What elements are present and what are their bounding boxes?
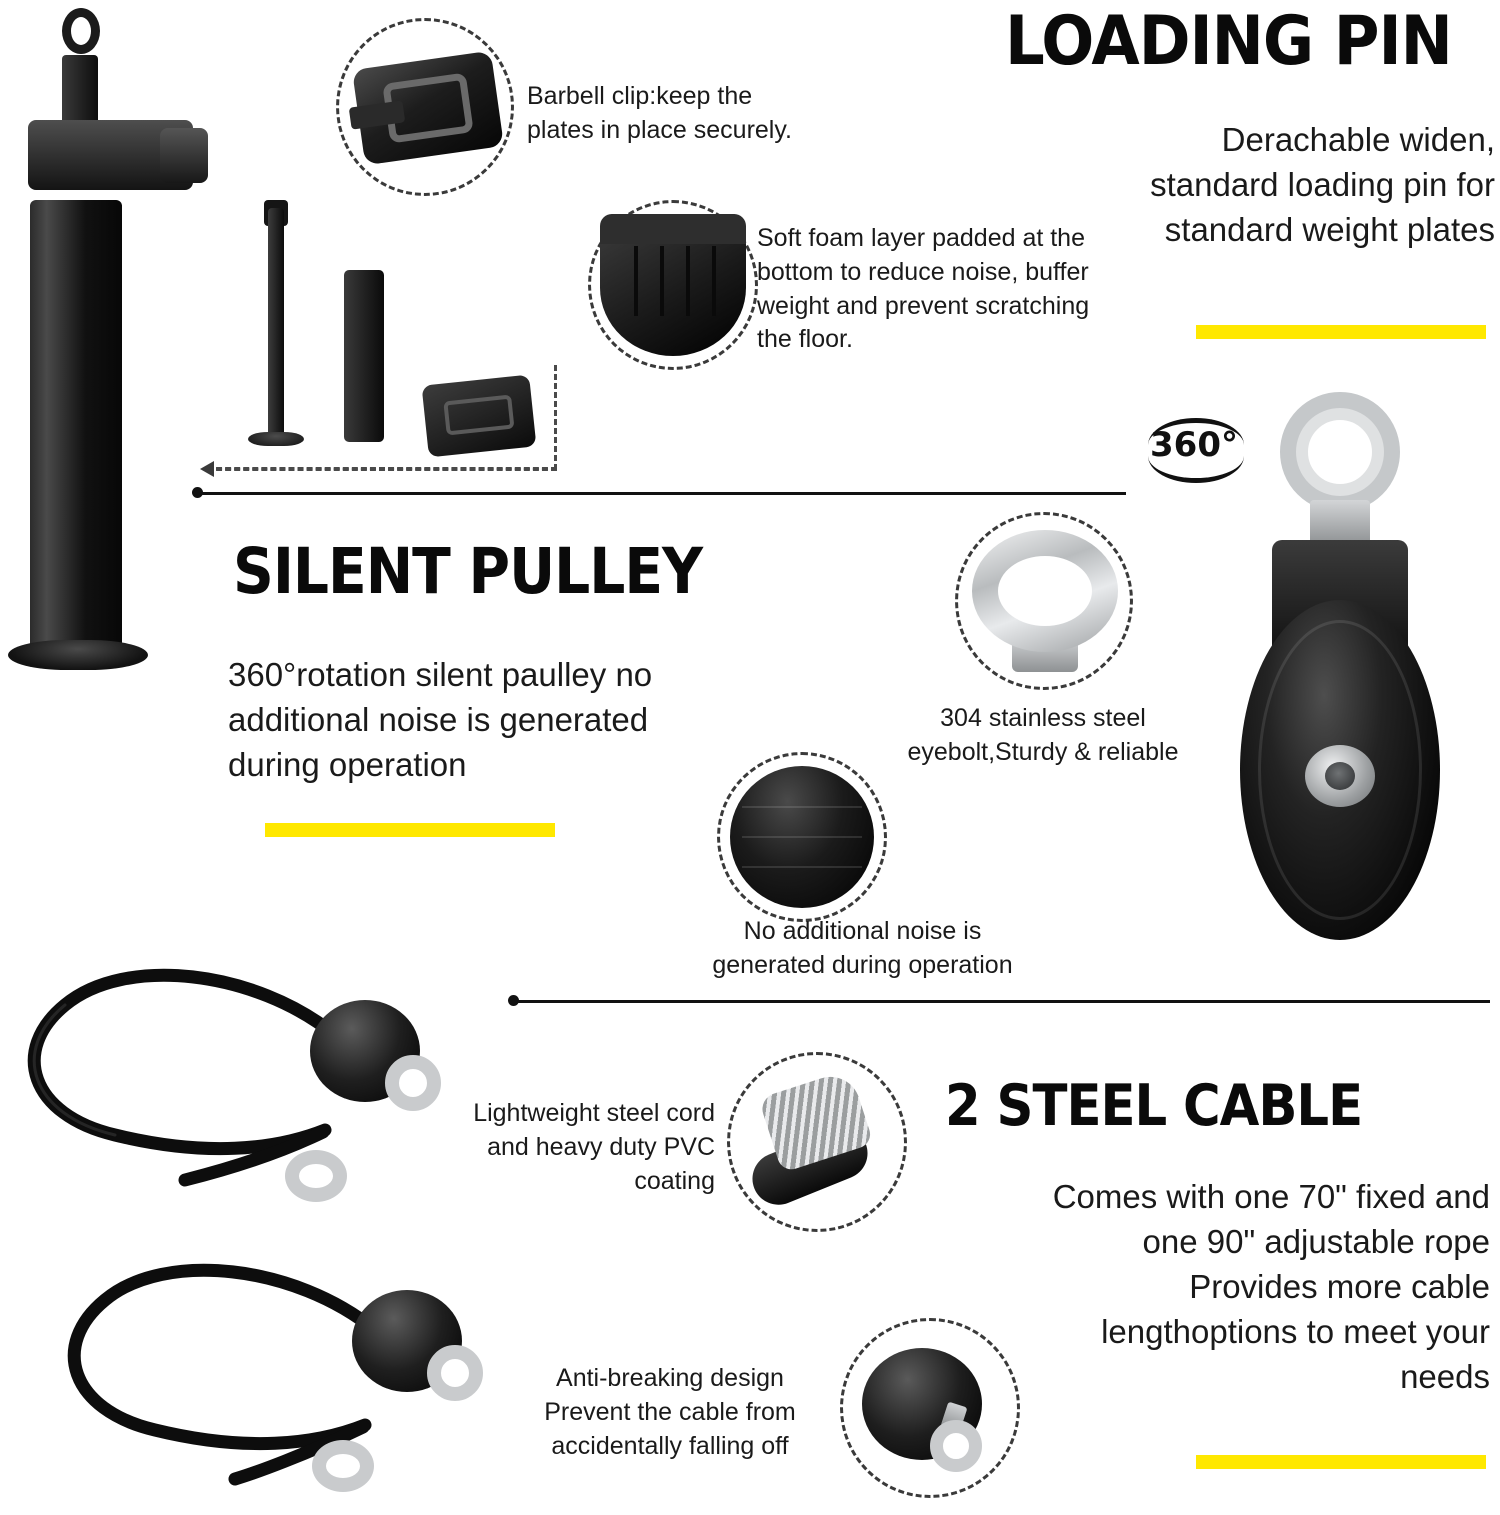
anti-breaking-eyelet-icon [930, 1420, 982, 1472]
assembly-arrow-line [207, 468, 557, 471]
soft-foam-rib [660, 246, 664, 316]
soft-foam-rib [712, 246, 716, 316]
pulley-eyebolt-shank [1310, 500, 1370, 544]
pulley-wheel-groove-line [742, 836, 862, 838]
steel-cable-description: Comes with one 70" fixed and one 90" adjustable rope Provides more cable lengthoptions to meet your needs [1052, 1178, 1490, 1395]
pulley-hub-bolt [1325, 762, 1355, 790]
loading-pin-knob [160, 128, 208, 183]
loading-pin-neck [62, 55, 98, 130]
rotation-badge: 360° [1150, 425, 1238, 465]
callout-no-noise: No additional noise is generated during operation [712, 917, 1013, 979]
pulley-wheel-groove-line [742, 866, 862, 868]
callout-soft-foam: Soft foam layer padded at the bottom to reduce noise, buffer weight and prevent scratching the floor. [757, 224, 1090, 354]
steel-cable-accent-bar [1196, 1455, 1486, 1469]
steel-cable-heading: 2 STEEL CABLE [945, 1073, 1363, 1139]
section-divider-top [196, 492, 1126, 495]
silent-pulley-description: 360°rotation silent paulley no additional noise is generated during operation [228, 656, 653, 783]
pulley-eyebolt-highlight [1296, 408, 1384, 496]
soft-foam-rib [634, 246, 638, 316]
loading-pin-description: Derachable widen, standard loading pin for standard weight plates [1150, 121, 1495, 248]
silent-pulley-accent-bar [265, 823, 555, 837]
steel-cable-lower [45, 1235, 565, 1515]
loading-pin-accent-bar [1196, 325, 1486, 339]
callout-anti-breaking: Anti-breaking design Prevent the cable from accidentally falling off [544, 1364, 796, 1460]
loading-pin-base [8, 640, 148, 670]
lower-cable-eyelet-icon [427, 1345, 483, 1401]
pulley-wheel-groove-line [742, 806, 862, 808]
loading-pin-heading: LOADING PIN [1005, 2, 1452, 81]
loading-pin-tube [30, 200, 122, 650]
assembly-arrow-head-icon [200, 461, 214, 477]
callout-barbell-clip: Barbell clip:keep the plates in place securely. [527, 82, 792, 144]
silent-pulley-heading: SILENT PULLEY [233, 535, 703, 608]
soft-foam-top [600, 214, 746, 244]
upper-cable-eyelet-icon [385, 1055, 441, 1111]
lower-cable-end-eyelet-icon [312, 1440, 374, 1492]
callout-steel-cord: Lightweight steel cord and heavy duty PVC coating [473, 1099, 715, 1195]
eyebolt-ring [972, 530, 1118, 652]
upper-cable-end-eyelet-icon [285, 1150, 347, 1202]
assembly-dashed-box [207, 365, 557, 470]
soft-foam-rib [686, 246, 690, 316]
callout-eyebolt: 304 stainless steel eyebolt,Sturdy & reliable [907, 704, 1179, 766]
section-divider-bottom [512, 1000, 1490, 1003]
loading-pin-eyelet-icon [62, 8, 100, 54]
